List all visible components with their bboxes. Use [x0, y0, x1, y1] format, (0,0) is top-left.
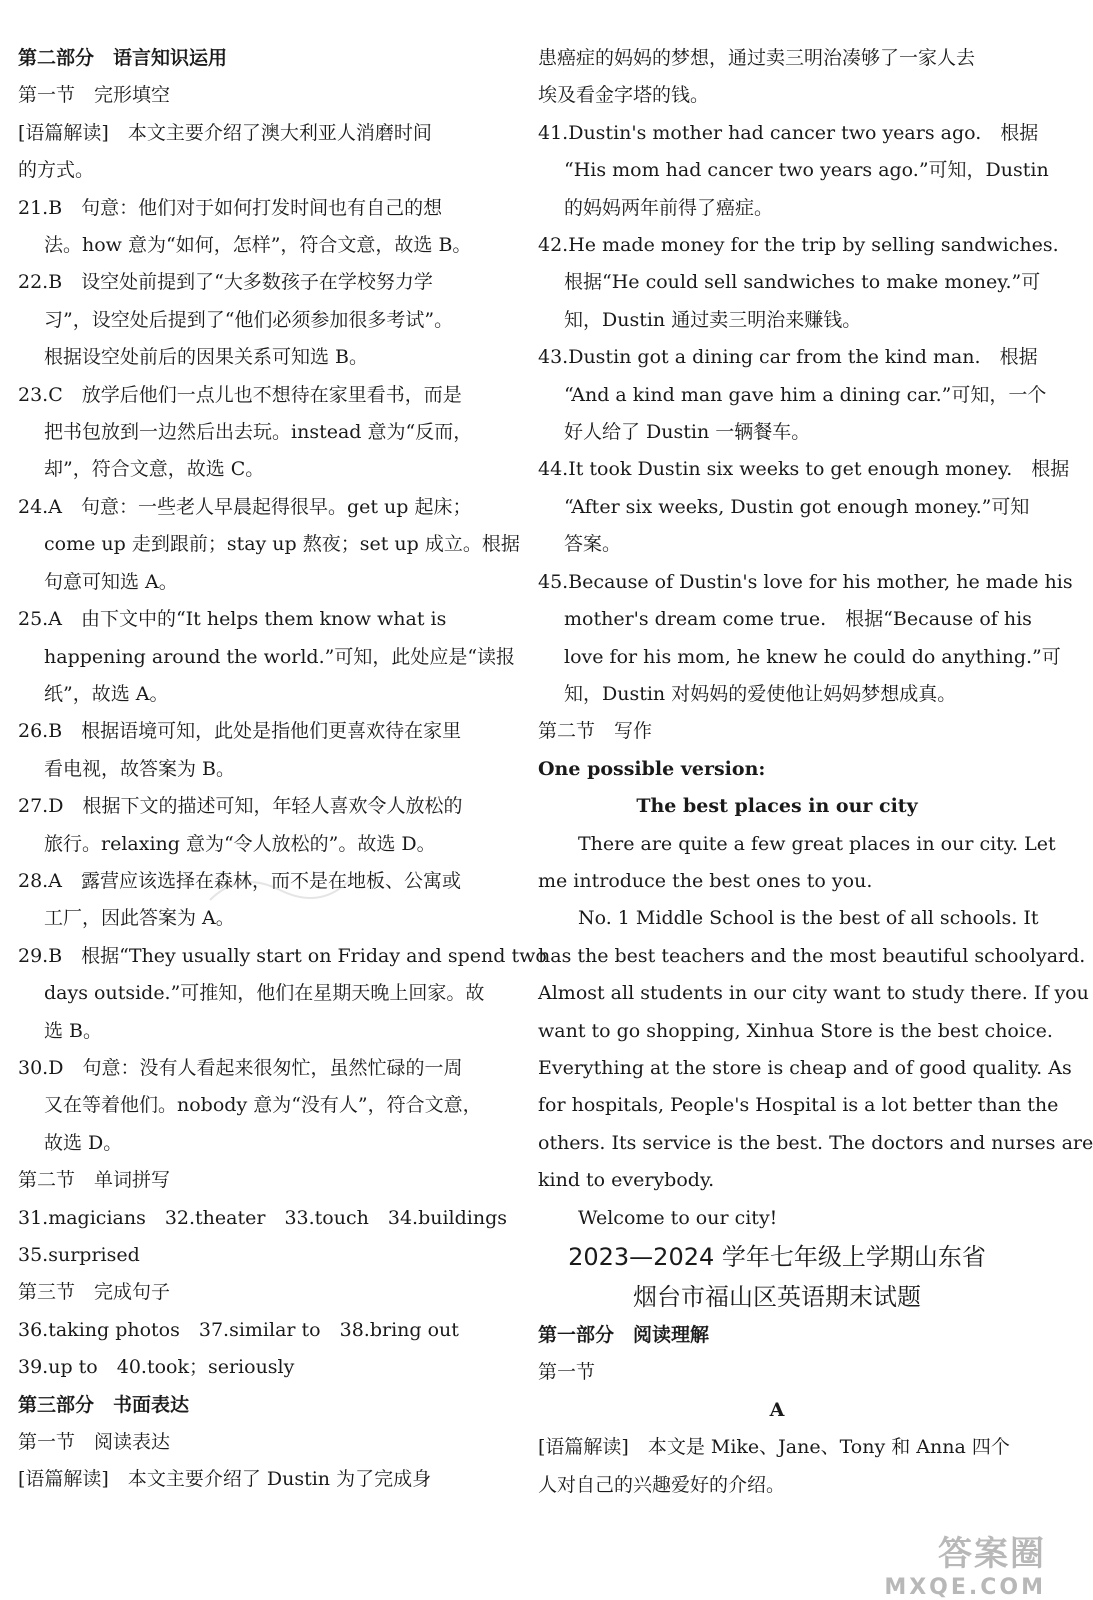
right-text-line: 烟台市福山区英语期末试题	[633, 1283, 921, 1311]
right-text-line: kind to everybody.	[538, 1169, 715, 1192]
left-text-line: happening around the world.”可知，此处应是“读报	[44, 645, 516, 668]
left-text-line: 却”，符合文意，故选 C。	[44, 458, 265, 481]
left-text-line: 第二节 单词拼写	[18, 1169, 171, 1192]
left-text-line: 根据设空处前后的因果关系可知选 B。	[44, 346, 369, 369]
right-text-line: 人对自己的兴趣爱好的介绍。	[538, 1473, 786, 1496]
right-text-line: 患癌症的妈妈的梦想，通过卖三明治凑够了一家人去	[538, 47, 976, 69]
right-text-line: 第一部分 阅读理解	[538, 1324, 710, 1346]
right-text-line: me introduce the best ones to you.	[538, 869, 873, 892]
right-text-line: A	[769, 1398, 785, 1421]
right-text-line: No. 1 Middle School is the best of all schools. It	[578, 907, 1039, 930]
left-text-line: 选 B。	[44, 1019, 103, 1042]
right-text-line: others. Its service is the best. The doctors and nurses are	[538, 1131, 1093, 1154]
right-text-line: “And a kind man gave him a dining car.”可知，一个	[564, 383, 1047, 406]
right-text-line: 的妈妈两年前得了癌症。	[564, 196, 774, 219]
right-text-line: 好人给了 Dustin 一辆餐车。	[564, 421, 811, 444]
right-text-line: Welcome to our city!	[578, 1206, 778, 1229]
right-text-line: mother's dream come true. 根据“Because of his	[564, 608, 1032, 631]
left-text-line: 25.A 由下文中的“It helps them know what is	[18, 608, 447, 631]
left-text-line: 的方式。	[18, 159, 95, 182]
left-text-line: 24.A 句意：一些老人早晨起得很早。get up 起床；	[18, 495, 472, 518]
left-column	[18, 40, 547, 1499]
right-text-line: has the best teachers and the most beautiful schoolyard.	[538, 944, 1086, 967]
left-text-line: 29.B 根据“They usually start on Friday and spend two	[18, 944, 547, 967]
left-text-line: 27.D 根据下文的描述可知，年轻人喜欢令人放松的	[18, 795, 463, 818]
left-text-line: 第一节 完形填空	[18, 84, 171, 107]
right-text-line: 埃及看金字塔的钱。	[538, 84, 710, 107]
right-text-line: 根据“He could sell sandwiches to make money.”可	[564, 271, 1041, 294]
left-text-line: 故选 D。	[44, 1131, 123, 1154]
right-text-line: Almost all students in our city want to study there. If you	[538, 982, 1089, 1005]
watermark-title: 答案圈	[938, 1534, 1046, 1574]
left-text-line: 21.B 句意：他们对于如何打发时间也有自己的想	[18, 196, 443, 219]
left-text-line: 36.taking photos 37.similar to 38.bring out	[18, 1318, 459, 1341]
right-text-line: Everything at the store is cheap and of good quality. As	[538, 1056, 1072, 1079]
left-text-line: 旅行。relaxing 意为“令人放松的”。故选 D。	[44, 832, 436, 855]
left-text-line: 句意可知选 A。	[44, 570, 178, 593]
left-text-line: 工厂，因此答案为 A。	[44, 907, 235, 930]
right-text-line: 43.Dustin got a dining car from the kind man. 根据	[538, 346, 1038, 369]
left-text-line: 第二部分 语言知识运用	[18, 47, 228, 69]
left-text-line: 35.surprised	[18, 1244, 140, 1266]
right-text-line: 2023—2024 学年七年级上学期山东省	[568, 1243, 986, 1271]
right-text-line: “His mom had cancer two years ago.”可知，Dustin	[564, 159, 1049, 182]
right-text-line: want to go shopping, Xinhua Store is the best choice.	[538, 1019, 1053, 1042]
left-text-line: 23.C 放学后他们一点儿也不想待在家里看书，而是	[18, 383, 462, 406]
left-text-line: 39.up to 40.took；seriously	[18, 1356, 295, 1379]
right-column	[538, 40, 1093, 1504]
left-text-line: 第三部分 书面表达	[18, 1393, 190, 1416]
left-text-line: 30.D 句意：没有人看起来很匆忙，虽然忙碌的一周	[18, 1056, 463, 1079]
left-text-line: 纸”，故选 A。	[44, 682, 169, 705]
right-text-line: 知，Dustin 对妈妈的爱使他让妈妈梦想成真。	[564, 682, 957, 705]
left-text-line: days outside.”可推知，他们在星期天晚上回家。故	[44, 982, 485, 1005]
left-text-line: 习”，设空处后提到了“他们必须参加很多考试”。	[44, 308, 454, 331]
right-text-line: 44.It took Dustin six weeks to get enough money. 根据	[538, 458, 1070, 481]
faint-stamp-mark	[200, 860, 360, 920]
right-text-line: love for his mom, he knew he could do anything.”可	[564, 645, 1061, 668]
left-text-line: 26.B 根据语境可知，此处是指他们更喜欢待在家里	[18, 720, 462, 743]
left-text-line: come up 走到跟前；stay up 熬夜；set up 成立。根据	[44, 533, 520, 556]
left-text-line: 第三节 完成句子	[18, 1281, 171, 1304]
right-text-line: 45.Because of Dustin's love for his mother, he made his	[538, 570, 1073, 593]
left-text-line: 第一节 阅读表达	[18, 1431, 171, 1454]
right-text-line: There are quite a few great places in our city. Let	[578, 832, 1056, 855]
left-text-line: [语篇解读] 本文主要介绍了澳大利亚人消磨时间	[18, 121, 432, 144]
watermark-url: MXQE.COM	[884, 1575, 1046, 1600]
right-text-line: for hospitals, People's Hospital is a lot better than the	[538, 1094, 1059, 1117]
left-text-line: 看电视，故答案为 B。	[44, 757, 236, 780]
left-text-line: 31.magicians 32.theater 33.touch 34.buildings	[18, 1206, 508, 1229]
left-text-line: 把书包放到一边然后出去玩。instead 意为“反而，	[44, 421, 473, 444]
right-text-line: The best places in our city	[636, 795, 918, 818]
right-text-line: 42.He made money for the trip by selling sandwiches.	[538, 234, 1059, 257]
left-text-line: 法。how 意为“如何，怎样”，符合文意，故选 B。	[44, 234, 472, 257]
right-text-line: 41.Dustin's mother had cancer two years ago. 根据	[538, 121, 1039, 144]
right-text-line: “After six weeks, Dustin got enough money.”可知	[564, 495, 1030, 518]
left-text-line: [语篇解读] 本文主要介绍了 Dustin 为了完成身	[18, 1468, 432, 1491]
left-text-line: 28.A 露营应该选择在森林，而不是在地板、公寓或	[18, 869, 461, 892]
left-text-line: 22.B 设空处前提到了“大多数孩子在学校努力学	[18, 271, 433, 294]
right-text-line: 答案。	[564, 533, 622, 556]
right-text-line: One possible version:	[538, 757, 766, 780]
right-text-line: 第一节	[538, 1361, 596, 1384]
right-text-line: 知，Dustin 通过卖三明治来赚钱。	[564, 308, 862, 331]
watermark-logo	[876, 1526, 1046, 1600]
right-text-line: [语篇解读] 本文是 Mike、Jane、Tony 和 Anna 四个	[538, 1436, 1010, 1459]
right-text-line: 第二节 写作	[538, 720, 653, 743]
left-text-line: 又在等着他们。nobody 意为“没有人”，符合文意，	[44, 1094, 482, 1117]
